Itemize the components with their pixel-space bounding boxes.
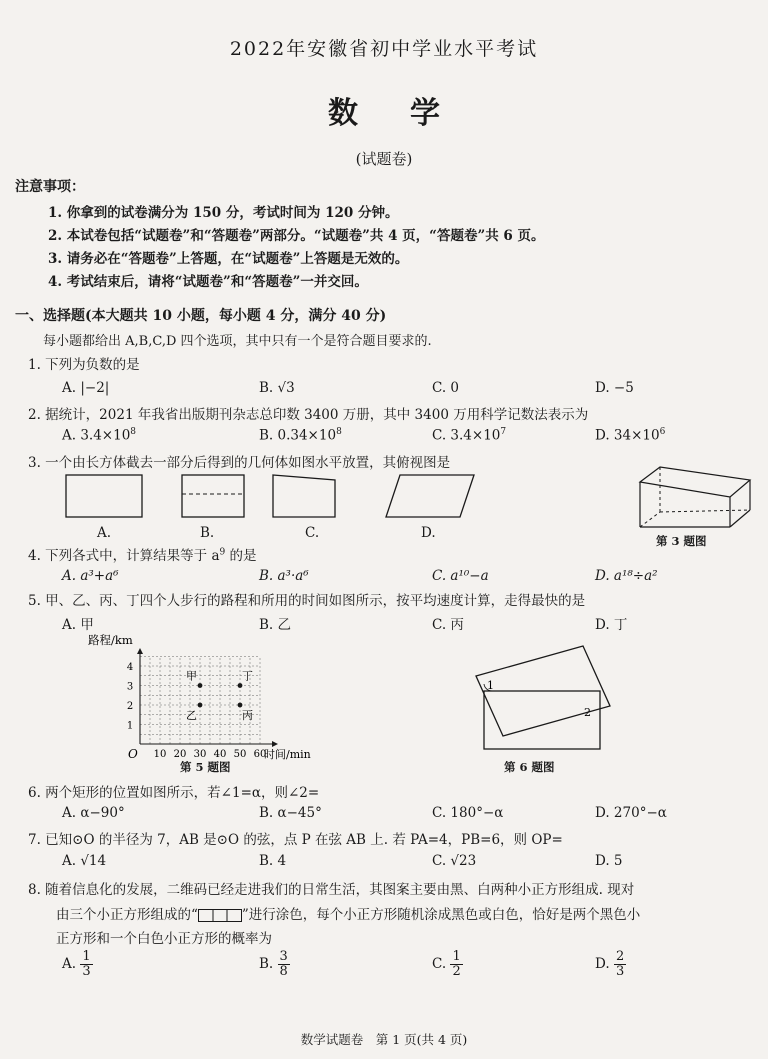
q8-option-a: A. $\frac{1}{3}$ — [62, 949, 91, 979]
q6-option-a: A. α−90° — [62, 805, 125, 821]
note-item: 3. 请务必在“答题卷”上答题，在“试题卷”上答题是无效的。 — [48, 251, 409, 267]
q3-option-c: C. — [305, 525, 320, 541]
x-tick-label: 40 — [213, 749, 227, 760]
q6-rectangles-figure — [470, 636, 625, 756]
data-point-2 — [198, 703, 203, 708]
q5-option-d: D. 丁 — [595, 617, 628, 633]
data-point-label: 丙 — [242, 709, 253, 722]
note-item: 2. 本试卷包括“试题卷”和“答题卷”两部分。“试题卷”共 4 页，“答题卷”共 6 页。 — [48, 228, 545, 244]
q7-option-d: D. 5 — [595, 853, 623, 869]
q7-option-a: A. √14 — [62, 853, 107, 869]
subject-title — [0, 88, 768, 132]
notes-heading: 注意事项： — [15, 179, 85, 195]
subject-char-2: 学 — [410, 96, 440, 131]
origin-label: O — [128, 747, 138, 761]
subject-char-1: 数 — [328, 96, 358, 131]
q5-option-b: B. 乙 — [259, 617, 292, 633]
q3-option-b: B. — [200, 525, 215, 541]
paper-type: (试题卷) — [355, 150, 413, 168]
q5-option-c: C. 丙 — [432, 617, 464, 633]
q5-distance-time-chart — [78, 632, 338, 772]
q8-stem-line-3: 正方形和一个白色小正方形的概率为 — [56, 931, 272, 947]
q5-option-a: A. 甲 — [62, 617, 94, 633]
exam-title: 2022年安徽省初中学业水平考试 — [229, 38, 539, 60]
q4-option-b: B. a³·a⁶ — [259, 568, 309, 584]
data-point-4 — [238, 683, 243, 688]
x-axis-arrow — [272, 741, 278, 747]
q2-option-c: C. $3.4\times 10^7$ — [432, 427, 507, 444]
q8-stem-line-1: 8. 随着信息化的发展，二维码已经走进我们的日常生活，其图案主要由黑、白两种小正方形组成. 现对 — [28, 882, 635, 898]
x-tick-label: 30 — [193, 749, 207, 760]
q5-stem: 5. 甲、乙、丙、丁四个人步行的路程和所用的时间如图所示，按平均速度计算，走得最快的是 — [28, 593, 586, 609]
q6-figure-caption: 第 6 题图 — [504, 760, 555, 774]
q7-stem: 7. 已知⊙O 的半径为 7，AB 是⊙O 的弦，点 P 在弦 AB 上. 若 PA=4，PB=6，则 OP= — [28, 832, 563, 848]
y-tick-label: 3 — [126, 681, 134, 693]
data-point-3 — [238, 703, 243, 708]
data-point-label: 丁 — [242, 669, 253, 683]
q8-option-d: D. $\frac{2}{3}$ — [595, 949, 625, 979]
note-item: 1. 你拿到的试卷满分为 150 分，考试时间为 120 分钟。 — [48, 205, 399, 221]
q4-option-c: C. a¹⁰−a — [432, 568, 489, 584]
q3-stem: 3. 一个由长方体截去一部分后得到的几何体如图水平放置，其俯视图是 — [28, 455, 451, 471]
q1-option-b: B. √3 — [259, 380, 295, 396]
note-item: 4. 考试结束后，请将“试题卷”和“答题卷”一并交回。 — [48, 274, 368, 290]
q3-option-d: D. — [421, 525, 436, 541]
q1-option-d: D. −5 — [595, 380, 634, 396]
q1-option-c: C. 0 — [432, 380, 460, 396]
y-axis-label: 路程/km — [88, 633, 133, 647]
q3-option-figures — [60, 470, 480, 525]
q4-option-d: D. a¹⁸÷a² — [595, 568, 658, 584]
data-point-label: 乙 — [186, 709, 197, 722]
q6-option-c: C. 180°−α — [432, 805, 504, 821]
q6-option-d: D. 270°−α — [595, 805, 667, 821]
x-axis-label: 时间/min — [264, 748, 311, 761]
q5-figure-caption: 第 5 题图 — [180, 760, 231, 774]
page-footer: 数学试题卷 第 1 页(共 4 页) — [300, 1032, 468, 1047]
q2-option-d: D. $34\times 10^6$ — [595, 427, 666, 444]
q4-option-a: A. a³+a⁶ — [62, 568, 119, 584]
x-tick-label: 10 — [153, 749, 167, 760]
q6-option-b: B. α−45° — [259, 805, 322, 821]
q2-option-b: B. $0.34\times 10^8$ — [259, 427, 342, 444]
q6-angle-2-label: 2 — [584, 706, 591, 719]
three-squares-icon — [198, 909, 242, 922]
x-tick-label: 60 — [253, 749, 267, 760]
q6-stem: 6. 两个矩形的位置如图所示，若∠1=α，则∠2= — [28, 785, 320, 801]
x-tick-label: 20 — [173, 749, 187, 760]
q3-shape-b — [182, 475, 244, 517]
q6-angle-1-label: 1 — [487, 679, 494, 692]
y-tick-label: 2 — [126, 701, 134, 712]
y-tick-label: 4 — [126, 662, 134, 673]
q3-solid-figure — [630, 462, 758, 532]
q2-option-a: A. $3.4\times 10^8$ — [62, 427, 137, 444]
q1-stem: 1. 下列为负数的是 — [28, 357, 140, 373]
q8-option-b: B. $\frac{3}{8}$ — [259, 949, 288, 979]
q1-option-a: A. |−2| — [62, 380, 110, 396]
section-heading: 一、选择题(本大题共 10 小题，每小题 4 分，满分 40 分) — [15, 308, 387, 324]
q3-shape-c — [273, 475, 335, 517]
q8-option-c: C. $\frac{1}{2}$ — [432, 949, 461, 979]
q3-option-a: A. — [97, 525, 112, 541]
y-axis-arrow — [137, 648, 143, 654]
x-tick-label: 50 — [233, 749, 247, 760]
q6-rectangle-lower — [484, 691, 600, 749]
q3-shape-a — [66, 475, 142, 517]
y-tick-label: 1 — [126, 720, 134, 732]
q7-option-b: B. 4 — [259, 853, 287, 869]
q3-figure-caption: 第 3 题图 — [656, 534, 707, 548]
q4-stem: 4. 下列各式中，计算结果等于 $a^9$ 的是 — [28, 547, 257, 564]
section-instruction: 每小题都给出 A,B,C,D 四个选项，其中只有一个是符合题目要求的. — [43, 334, 432, 349]
data-point-label: 甲 — [186, 669, 197, 683]
q7-option-c: C. √23 — [432, 853, 477, 869]
q3-shape-d — [386, 475, 474, 517]
q2-stem: 2. 据统计，2021 年我省出版期刊杂志总印数 3400 万册，其中 3400 万用科学记数法表示为 — [28, 407, 589, 423]
q8-stem-line-2: 由三个小正方形组成的“ ”进行涂色，每个小正方形随机涂成黑色或白色，恰好是两个黑色小 — [56, 907, 641, 923]
data-point-1 — [198, 683, 203, 688]
